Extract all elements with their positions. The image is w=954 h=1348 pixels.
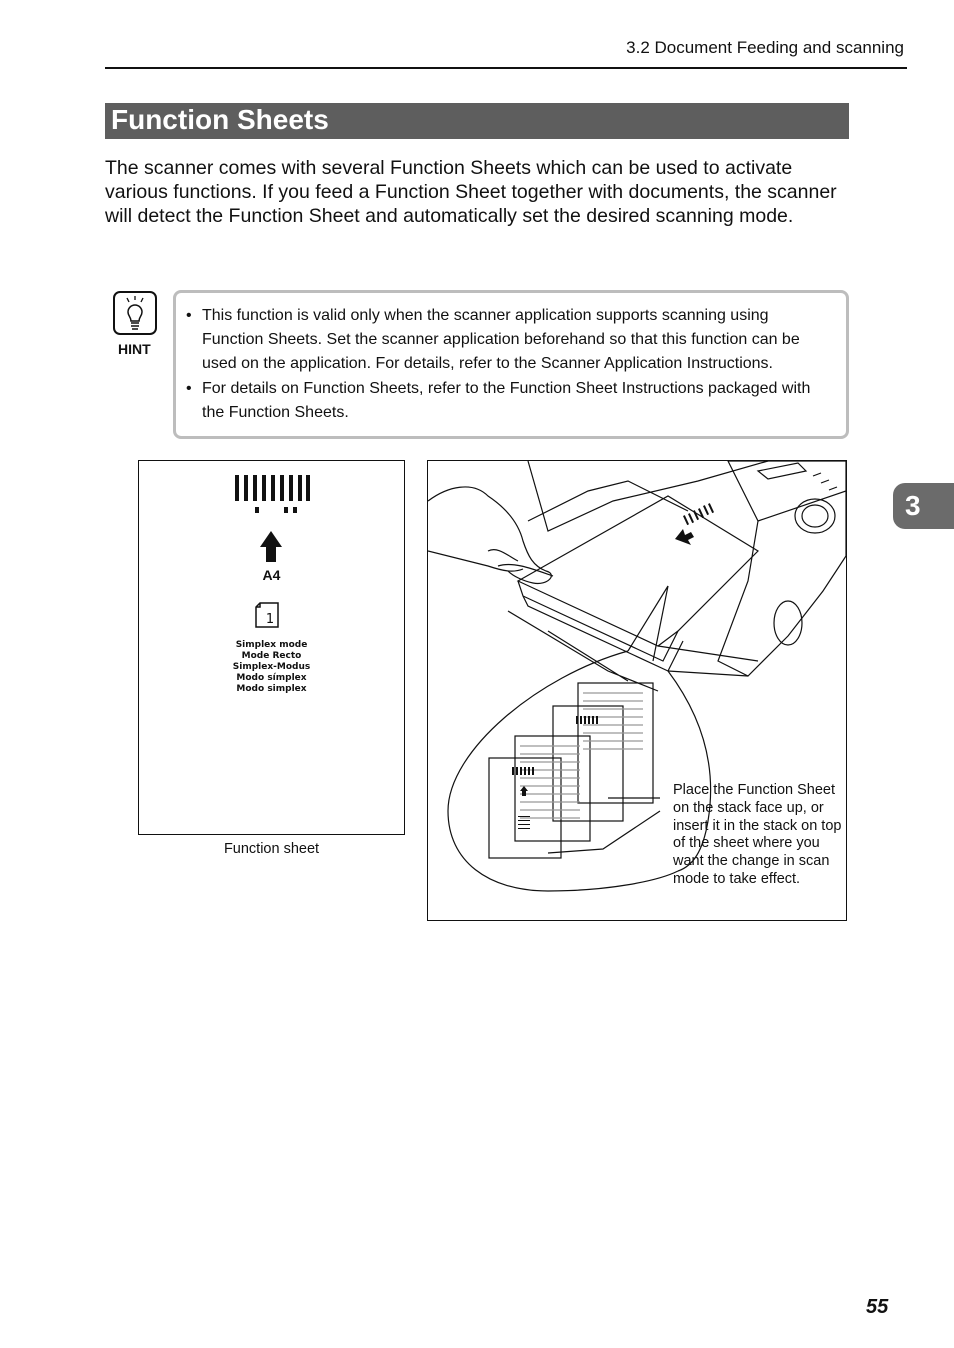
hint-box: [173, 290, 849, 439]
mode-label: Modo símplex: [236, 673, 307, 683]
lightbulb-icon: [113, 291, 157, 335]
hint-item: • This function is valid only when the scanner application supports scanning using Function Sheets. Set the scanner application beforehand so that this function can be used on the application. For details, refer to the Scanner Application Instructions.: [186, 304, 832, 377]
sheet-size-label: A4: [262, 567, 281, 583]
header-rule: [105, 67, 907, 69]
chapter-number: 3: [905, 490, 921, 521]
page-number: 55: [866, 1296, 889, 1318]
function-sheet-caption: Function sheet: [223, 841, 320, 857]
mode-label: Modo simplex: [236, 684, 307, 694]
mode-label: Simplex-Modus: [232, 662, 311, 672]
mode-label: Mode Recto: [241, 651, 302, 661]
sheet-page-number: 1: [265, 612, 275, 627]
chapter-tab: [893, 483, 954, 529]
mode-label: Simplex mode: [235, 640, 308, 650]
section-title-bar: [105, 103, 849, 139]
hint-item: • For details on Function Sheets, refer to the Function Sheet Instructions packaged with the Function Sheets.: [186, 377, 832, 425]
intro-paragraph: The scanner comes with several Function Sheets which can be used to activate various functions. If you feed a Function Sheet together with documents, the scanner will detect the Function Sheet and automatically set the desired scanning mode.: [105, 157, 837, 227]
hint-label: HINT: [118, 341, 151, 357]
sheet-mode-list: [138, 640, 405, 695]
illustration-callout: Place the Function Sheet on the stack face up, or insert it in the stack on top of the sheet where you want the change in scan mode to take effect.: [673, 782, 842, 887]
running-header: 3.2 Document Feeding and scanning: [626, 38, 904, 57]
section-title: Function Sheets: [111, 104, 329, 135]
